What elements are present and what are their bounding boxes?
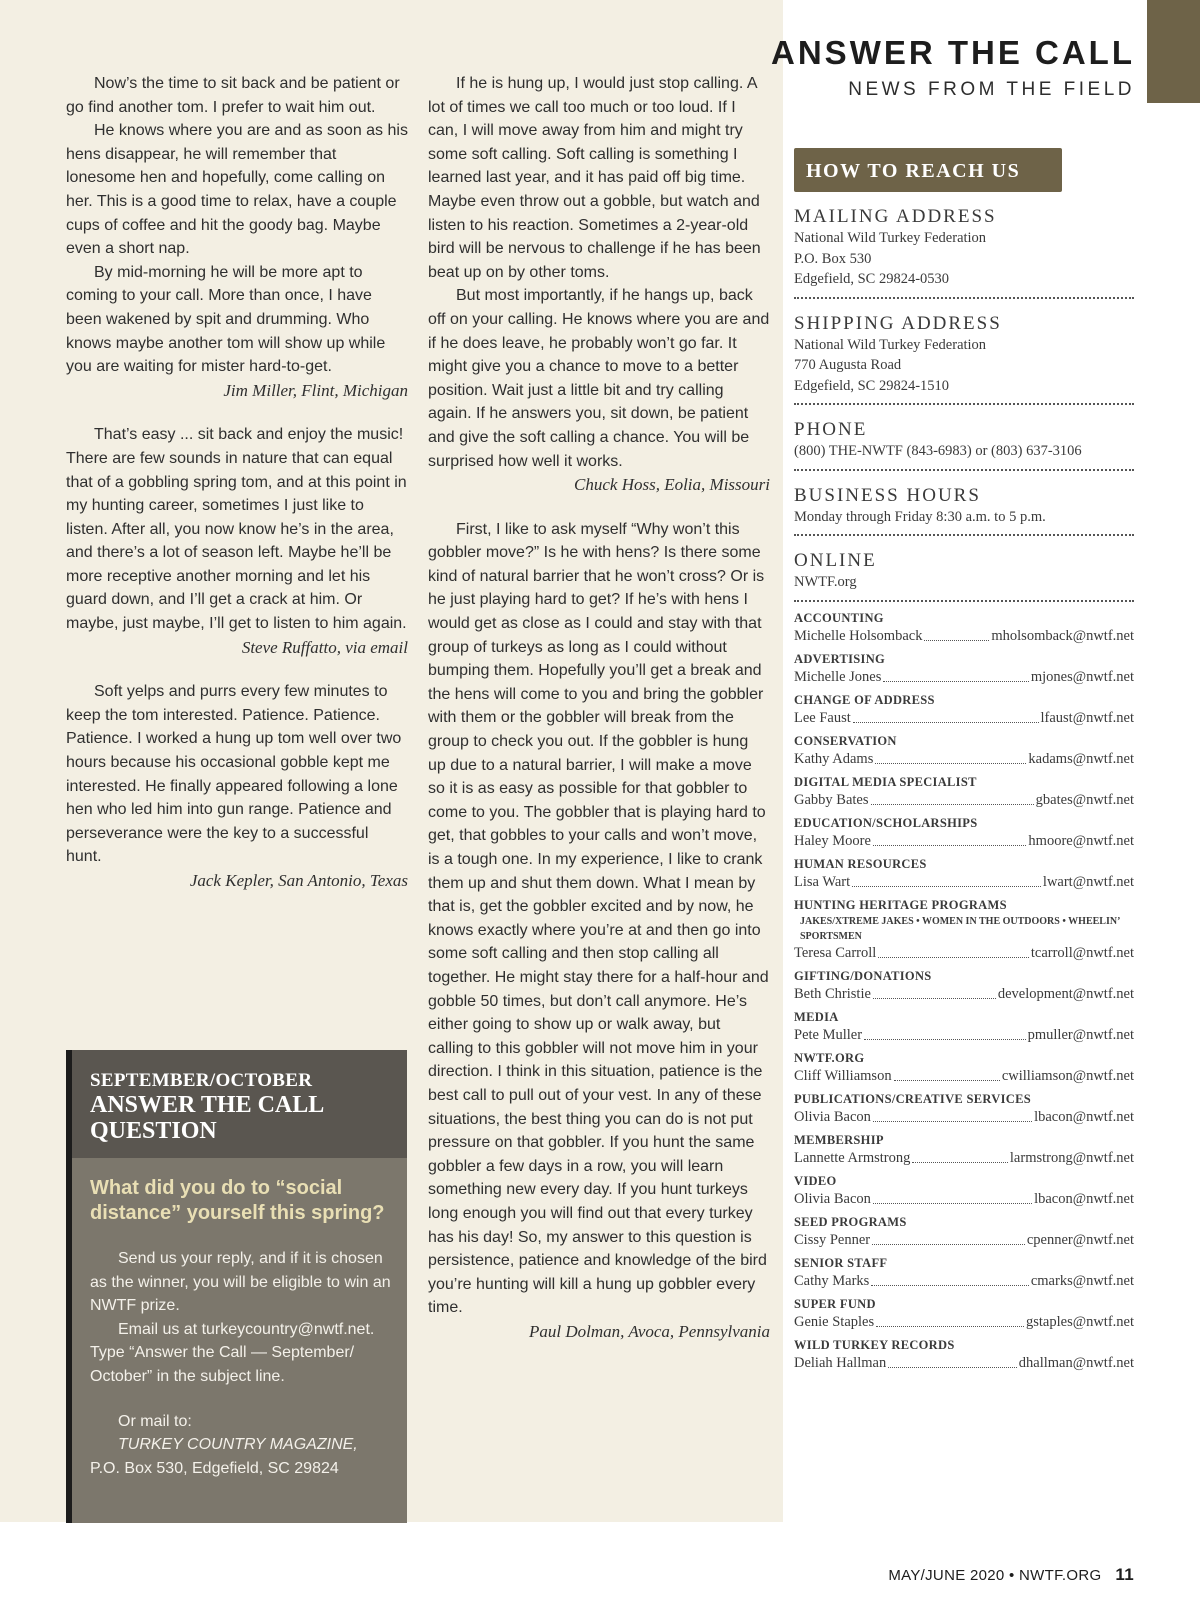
phone-section xyxy=(794,419,1134,471)
dot-leader xyxy=(894,1067,1000,1081)
paragraph: But most importantly, if he hangs up, back off on your calling. He knows where you are and if he does leave, he probably won’t go far. It might give you a chance to move to a better position. Wait just a little bit and try calling again. If he answers you, sit down, be patient and give the soft calling a chance. You will be surprised how well it works. xyxy=(428,287,770,470)
department-label: HUMAN RESOURCES xyxy=(794,856,927,871)
dot-leader xyxy=(873,1190,1032,1204)
department-label: MEMBERSHIP xyxy=(794,1132,884,1147)
contact-email[interactable]: cpenner@nwtf.net xyxy=(1026,1231,1134,1248)
contact-row xyxy=(794,1272,1134,1291)
department-label: ACCOUNTING xyxy=(794,610,884,625)
contact-name: Genie Staples xyxy=(794,1313,875,1330)
phone-numbers: (800) THE-NWTF (843-6983) or (803) 637-3106 xyxy=(794,443,1082,459)
dot-leader xyxy=(883,668,1028,682)
contact-email[interactable]: cmarks@nwtf.net xyxy=(1030,1272,1134,1289)
contact-item xyxy=(794,1337,1134,1373)
contact-name: Lee Faust xyxy=(794,709,851,726)
contact-row xyxy=(794,668,1134,687)
website-link[interactable]: NWTF.org xyxy=(794,574,857,590)
question-instructions xyxy=(72,1225,407,1480)
contact-item xyxy=(794,856,1134,892)
contact-row xyxy=(794,1026,1134,1045)
dot-leader xyxy=(873,1108,1032,1122)
address-line: National Wild Turkey Federation xyxy=(794,230,987,246)
contact-email[interactable]: cwilliamson@nwtf.net xyxy=(1001,1067,1134,1084)
author-signature: Jim Miller, Flint, Michigan xyxy=(223,380,408,400)
contact-name: Teresa Carroll xyxy=(794,944,877,961)
department-label: GIFTING/DONATIONS xyxy=(794,968,932,983)
paragraph: If he is hung up, I would just stop calling. A lot of times we call too much or too loud. If I can, I will move away from him and might try some soft calling. Soft calling is something I learned last year, and it has paid off big time. Maybe even throw out a gobble, but watch and listen to his reaction. Sometimes a 2-year-old bird will be nervous to challenge if he has been beat up on by other toms. xyxy=(428,75,761,281)
section-heading: ONLINE xyxy=(794,550,877,571)
department-contacts xyxy=(794,610,1134,1373)
contact-row xyxy=(794,627,1134,646)
contact-name: Michelle Holsomback xyxy=(794,627,923,644)
dot-leader xyxy=(872,1231,1025,1245)
department-label: MEDIA xyxy=(794,1009,839,1024)
dot-leader xyxy=(878,944,1029,958)
paragraph: That’s easy ... sit back and enjoy the music! There are few sounds in nature that can equal that of a gobbling spring tom, and at this point in my hunting career, sometimes I just like to listen. After all, you now know he’s in the area, and there’s a lot of season left. Maybe he’ll be more receptive another morning and let his guard down, and I’ll get a crack at him. Or maybe, just maybe, I’ll get to listen to him again. xyxy=(66,426,407,633)
contact-item xyxy=(794,1050,1134,1086)
dot-leader xyxy=(875,750,1026,764)
address-line: P.O. Box 530 xyxy=(794,250,872,267)
department-label: SEED PROGRAMS xyxy=(794,1214,907,1229)
shipping-address-section xyxy=(794,313,1134,406)
contact-row xyxy=(794,1354,1134,1373)
section-heading: MAILING ADDRESS xyxy=(794,206,997,227)
department-label: VIDEO xyxy=(794,1173,837,1188)
paragraph: He knows where you are and as soon as his hens disappear, he will remember that lonesome hen and hopefully, come calling on her. This is a good time to relax, have a couple cups of coffee and hit the goody bag. Maybe even a short nap. xyxy=(66,122,408,258)
contact-name: Cathy Marks xyxy=(794,1272,870,1289)
business-hours-section xyxy=(794,485,1134,537)
contact-item xyxy=(794,610,1134,646)
dot-leader xyxy=(853,709,1039,723)
contact-sidebar xyxy=(794,148,1134,1378)
contact-row xyxy=(794,944,1134,963)
section-subtitle: NEWS FROM THE FIELD xyxy=(848,79,1135,100)
contact-row xyxy=(794,1108,1134,1127)
hours-text: Monday through Friday 8:30 a.m. to 5 p.m. xyxy=(794,508,1046,525)
dot-leader xyxy=(864,1026,1026,1040)
contact-row xyxy=(794,832,1134,851)
contact-row xyxy=(794,985,1134,1004)
contact-email[interactable]: tcarroll@nwtf.net xyxy=(1030,944,1134,961)
contact-item xyxy=(794,692,1134,728)
paragraph: Send us your reply, and if it is chosen as the winner, you will be eligible to win an NWTF prize. xyxy=(90,1250,391,1315)
contact-row xyxy=(794,791,1134,810)
dotted-divider xyxy=(794,600,1134,602)
contact-row xyxy=(794,1190,1134,1209)
contact-email[interactable]: gstaples@nwtf.net xyxy=(1026,1313,1134,1330)
left-column xyxy=(66,72,408,893)
contact-name: Lannette Armstrong xyxy=(794,1149,911,1166)
dot-leader xyxy=(912,1149,1008,1163)
dot-leader xyxy=(888,1354,1017,1368)
mailing-address-section xyxy=(794,206,1134,299)
dot-leader xyxy=(873,832,1027,846)
author-signature: Paul Dolman, Avoca, Pennsylvania xyxy=(529,1321,770,1341)
contact-item xyxy=(794,815,1134,851)
contact-email[interactable]: mholsomback@nwtf.net xyxy=(991,627,1134,644)
contact-email[interactable]: development@nwtf.net xyxy=(997,985,1134,1002)
contact-item xyxy=(794,897,1134,963)
contact-name: Lisa Wart xyxy=(794,873,851,890)
author-signature: Jack Kepler, San Antonio, Texas xyxy=(189,871,408,890)
paragraph: Soft yelps and purrs every few minutes to keep the tom interested. Patience. Patience. Patience. I worked a hung up tom well over two hours because his occasional gobble kept me interested. He finally appeared following a lone hen who led him into gun range. Patience and perseverance were the key to a successful hunt. xyxy=(66,683,402,866)
department-label: NWTF.ORG xyxy=(794,1050,865,1065)
question-text: What did you do to “social distance” yourself this spring? xyxy=(90,1177,385,1224)
contact-email[interactable]: gbates@nwtf.net xyxy=(1035,791,1134,808)
dotted-divider xyxy=(794,469,1134,471)
question-box xyxy=(66,1050,407,1523)
contact-name: Cissy Penner xyxy=(794,1231,871,1248)
dot-leader xyxy=(924,627,989,641)
contact-name: Cliff Williamson xyxy=(794,1067,892,1084)
contact-email[interactable]: kadams@nwtf.net xyxy=(1028,750,1134,767)
dotted-divider xyxy=(794,534,1134,536)
contact-item xyxy=(794,1091,1134,1127)
contact-item xyxy=(794,733,1134,769)
dot-leader xyxy=(871,1272,1029,1286)
page-number: 11 xyxy=(1115,1565,1134,1584)
department-label: HUNTING HERITAGE PROGRAMS xyxy=(794,897,1007,912)
contact-name: Haley Moore xyxy=(794,832,871,849)
contact-email[interactable]: lwart@nwtf.net xyxy=(1042,873,1134,890)
dot-leader xyxy=(876,1313,1024,1327)
department-label: ADVERTISING xyxy=(794,651,886,666)
author-signature: Chuck Hoss, Eolia, Missouri xyxy=(574,475,770,495)
email-instructions: Email us at turkeycountry@nwtf.net. Type “Answer the Call — September/ October” in the subject line. xyxy=(90,1320,375,1385)
question-box-header xyxy=(72,1050,407,1158)
contact-row xyxy=(794,1231,1134,1250)
paragraph: First, I like to ask myself “Why won’t this gobbler move?” Is he with hens? Is there some kind of natural barrier that he won’t cross? Or is he just playing hard to get? If he’s with hens I would get as close as I could and stay with that group of turkeys as long as I could without bumping them. Hopefully you’ll get a break and the hens will come to you and bring the gobbler with them or the gobbler will break from the group to check you out. If the gobbler is hung up due to a natural barrier, I will make a move so it is as easy as possible for that gobbler to come to you. The gobbler that is playing hard to get, that gobbles to your calls and won’t move, is a tough one. In my experience, I like to crank them up and shut them down. What I mean by that is, get the gobbler excited and by now, he knows exactly where you’re at and then go into some soft calling and then stop calling all together. He might stay there for a half-hour and gobble 50 times, but don’t call anymore. He’s either going to show up or walk away, but calling to this gobbler will not move him in your direction. I think in this situation, patience is the best call to pull out of your vest. In any of these situations, the best thing you can do is not put pressure on that gobbler. If you hunt the same gobbler a few days in a row, you will learn something new every day. If you hunt turkeys long enough you will find out that every turkey has his day! So, my answer to this question is persistence, patience and knowledge of the bird you’re hunting will kill a hung up gobbler every time. xyxy=(428,520,769,1317)
section-title: ANSWER THE CALL xyxy=(771,34,1135,71)
question-issue-label: SEPTEMBER/OCTOBER xyxy=(90,1070,313,1091)
contact-email[interactable]: mjones@nwtf.net xyxy=(1030,668,1134,685)
contact-name: Michelle Jones xyxy=(794,668,882,685)
issue-label: MAY/JUNE 2020 • NWTF.ORG xyxy=(888,1567,1102,1584)
contact-email[interactable]: hmoore@nwtf.net xyxy=(1028,832,1134,849)
contact-item xyxy=(794,651,1134,687)
address-line: National Wild Turkey Federation xyxy=(794,336,987,353)
department-label: EDUCATION/SCHOLARSHIPS xyxy=(794,815,978,830)
contact-name: Olivia Bacon xyxy=(794,1108,871,1125)
question-box-title: ANSWER THE CALL QUESTION xyxy=(90,1092,323,1144)
dotted-divider xyxy=(794,297,1134,299)
department-label: DIGITAL MEDIA SPECIALIST xyxy=(794,774,977,789)
contact-email[interactable]: lbacon@nwtf.net xyxy=(1034,1190,1134,1207)
contact-row xyxy=(794,1313,1134,1332)
contact-item xyxy=(794,968,1134,1004)
contact-item xyxy=(794,1173,1134,1209)
dot-leader xyxy=(852,873,1041,887)
contact-name: Deliah Hallman xyxy=(794,1354,887,1371)
section-heading: PHONE xyxy=(794,419,868,440)
mail-address: P.O. Box 530, Edgefield, SC 29824 xyxy=(90,1459,339,1477)
contact-row xyxy=(794,1149,1134,1168)
contact-name: Kathy Adams xyxy=(794,750,874,767)
address-line: 770 Augusta Road xyxy=(794,357,902,373)
department-sublabel: JAKES/XTREME JAKES • WOMEN IN THE OUTDOORS • WHEELIN’ SPORTSMEN xyxy=(800,915,1120,942)
page-footer xyxy=(888,1565,1134,1585)
department-label: WILD TURKEY RECORDS xyxy=(794,1337,955,1352)
contact-item xyxy=(794,1255,1134,1291)
dotted-divider xyxy=(794,403,1134,405)
contact-name: Olivia Bacon xyxy=(794,1190,871,1207)
how-to-reach-us-heading: HOW TO REACH US xyxy=(794,148,1062,192)
contact-email[interactable]: larmstrong@nwtf.net xyxy=(1009,1149,1134,1166)
middle-column xyxy=(428,72,770,1343)
contact-row xyxy=(794,709,1134,728)
dot-leader xyxy=(873,985,996,999)
department-label: SUPER FUND xyxy=(794,1296,876,1311)
contact-email[interactable]: lfaust@nwtf.net xyxy=(1040,709,1134,726)
department-label: CHANGE OF ADDRESS xyxy=(794,692,935,707)
contact-item xyxy=(794,1296,1134,1332)
address-line: Edgefield, SC 29824-1510 xyxy=(794,377,950,394)
contact-item xyxy=(794,1009,1134,1045)
contact-row xyxy=(794,873,1134,892)
contact-item xyxy=(794,774,1134,810)
contact-name: Gabby Bates xyxy=(794,791,869,808)
contact-email[interactable]: pmuller@nwtf.net xyxy=(1027,1026,1134,1043)
contact-item xyxy=(794,1214,1134,1250)
address-line: Edgefield, SC 29824-0530 xyxy=(794,271,950,287)
section-heading: SHIPPING ADDRESS xyxy=(794,312,1002,334)
mail-recipient: TURKEY COUNTRY MAGAZINE, xyxy=(118,1436,358,1454)
section-heading: BUSINESS HOURS xyxy=(794,484,981,506)
dot-leader xyxy=(871,791,1034,805)
department-label: PUBLICATIONS/CREATIVE SERVICES xyxy=(794,1091,1031,1106)
contact-email[interactable]: dhallman@nwtf.net xyxy=(1018,1354,1134,1371)
online-section xyxy=(794,550,1134,602)
contact-name: Beth Christie xyxy=(794,985,871,1002)
author-signature: Steve Ruffatto, via email xyxy=(241,637,408,657)
paragraph: Or mail to: xyxy=(118,1412,192,1430)
department-label: CONSERVATION xyxy=(794,733,897,748)
header-accent-tab xyxy=(1147,0,1200,103)
contact-item xyxy=(794,1132,1134,1168)
contact-row xyxy=(794,1067,1134,1086)
paragraph: Now’s the time to sit back and be patient or go find another tom. I prefer to wait him out. xyxy=(66,75,400,116)
paragraph: By mid-morning he will be more apt to coming to your call. More than once, I have been wakened by spit and drumming. Who knows maybe another tom will show up while you are waiting for mister hard-to-get. xyxy=(66,263,386,376)
contact-email[interactable]: lbacon@nwtf.net xyxy=(1034,1108,1134,1125)
contact-row xyxy=(794,750,1134,769)
department-label: SENIOR STAFF xyxy=(794,1255,888,1270)
contact-name: Pete Muller xyxy=(794,1026,863,1043)
